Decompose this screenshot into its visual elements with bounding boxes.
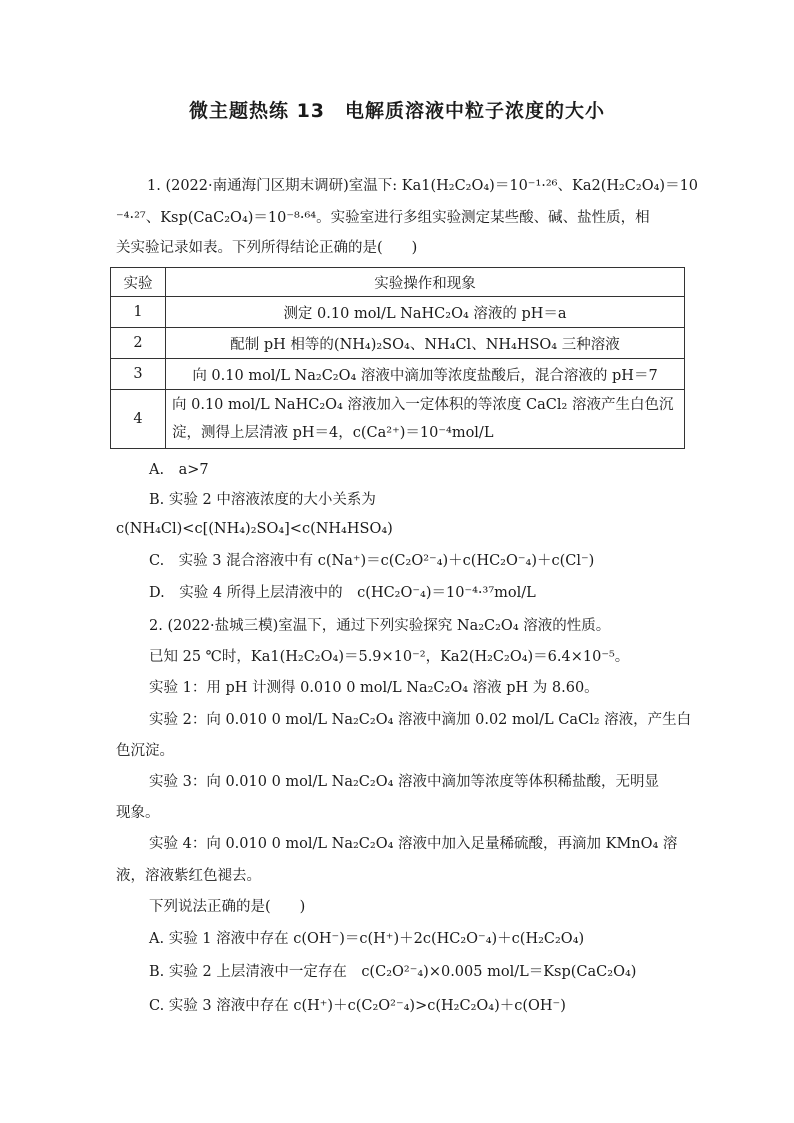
- q2-stem-line1: 2. (2022·盐城三模)室温下，通过下列实验探究 Na₂C₂O₄ 溶液的性质。: [149, 618, 611, 634]
- q1-stem-line1: 1. (2022·南通海门区期末调研)室温下: Ka1(H₂C₂O₄)＝10⁻¹·²⁶、Ka2(H₂C₂O₄)＝10: [147, 178, 699, 194]
- table-header-row: [111, 268, 685, 297]
- q2-stem-line2: 已知 25 ℃时，Ka1(H₂C₂O₄)＝5.9×10⁻²，Ka2(H₂C₂O₄)＝6.4×10⁻⁵。: [149, 649, 630, 665]
- table-row: [111, 297, 685, 328]
- table-row: [111, 359, 685, 390]
- q2-option-c: C. 实验 3 溶液中存在 c(H⁺)＋c(C₂O²⁻₄)>c(H₂C₂O₄)＋c(OH⁻): [149, 998, 566, 1014]
- row-id: 1: [111, 297, 166, 328]
- row-text: 向 0.10 mol/L Na₂C₂O₄ 溶液中滴加等浓度盐酸后，混合溶液的 pH＝7: [166, 359, 685, 390]
- q1-option-b: B. 实验 2 中溶液浓度的大小关系为: [149, 492, 376, 508]
- q2-question: 下列说法正确的是( ): [149, 899, 306, 915]
- q2-experiment-1: 实验 1：用 pH 计测得 0.010 0 mol/L Na₂C₂O₄ 溶液 pH 为 8.60。: [149, 680, 599, 696]
- q2-experiment-4-cont: 液，溶液紫红色褪去。: [116, 868, 261, 884]
- q1-option-c: C. 实验 3 混合溶液中有 c(Na⁺)＝c(C₂O²⁻₄)＋c(HC₂O⁻₄)＋c(Cl⁻): [149, 553, 595, 569]
- row-text-line1: 向 0.10 mol/L NaHC₂O₄ 溶液加入一定体积的等浓度 CaCl₂ 溶液产生白色沉: [172, 397, 674, 413]
- q1-option-d: D. 实验 4 所得上层清液中的 c(HC₂O⁻₄)＝10⁻⁴·³⁷mol/L: [149, 585, 536, 601]
- q2-experiment-3: 实验 3：向 0.010 0 mol/L Na₂C₂O₄ 溶液中滴加等浓度等体积稀盐酸，无明显: [149, 774, 659, 790]
- table-row: [111, 390, 685, 449]
- header-experiment: 实验: [111, 268, 166, 297]
- row-text: 测定 0.10 mol/L NaHC₂O₄ 溶液的 pH＝a: [166, 297, 685, 328]
- q2-experiment-2-cont: 色沉淀。: [116, 743, 174, 759]
- experiment-table: [110, 267, 685, 449]
- q2-option-b: B. 实验 2 上层清液中一定存在 c(C₂O²⁻₄)×0.005 mol/L＝Ksp(CaC₂O₄): [149, 964, 637, 980]
- row-text-line2: 淀，测得上层清液 pH＝4，c(Ca²⁺)＝10⁻⁴mol/L: [172, 425, 494, 441]
- q2-option-a: A. 实验 1 溶液中存在 c(OH⁻)＝c(H⁺)＋2c(HC₂O⁻₄)＋c(H₂C₂O₄): [149, 931, 585, 947]
- row-id: 4: [111, 390, 166, 449]
- q1-option-a: A. a>7: [149, 462, 209, 478]
- header-operation: 实验操作和现象: [166, 268, 685, 297]
- row-text: [166, 390, 685, 449]
- row-id: 3: [111, 359, 166, 390]
- page-title: 微主题热练 13 电解质溶液中粒子浓度的大小: [188, 100, 606, 122]
- row-id: 2: [111, 328, 166, 359]
- q1-stem-line2: ⁻⁴·²⁷、Ksp(CaC₂O₄)＝10⁻⁸·⁶⁴。实验室进行多组实验测定某些酸、碱、盐性质，相: [116, 210, 650, 226]
- table-row: [111, 328, 685, 359]
- row-text: 配制 pH 相等的(NH₄)₂SO₄、NH₄Cl、NH₄HSO₄ 三种溶液: [166, 328, 685, 359]
- q1-option-b-cont: c(NH₄Cl)<c[(NH₄)₂SO₄]<c(NH₄HSO₄): [116, 521, 393, 537]
- q2-experiment-4: 实验 4：向 0.010 0 mol/L Na₂C₂O₄ 溶液中加入足量稀硫酸，再滴加 KMnO₄ 溶: [149, 836, 678, 852]
- q2-experiment-2: 实验 2：向 0.010 0 mol/L Na₂C₂O₄ 溶液中滴加 0.02 mol/L CaCl₂ 溶液，产生白: [149, 712, 692, 728]
- q1-stem-line3: 关实验记录如表。下列所得结论正确的是( ): [116, 240, 418, 256]
- q2-experiment-3-cont: 现象。: [116, 805, 160, 821]
